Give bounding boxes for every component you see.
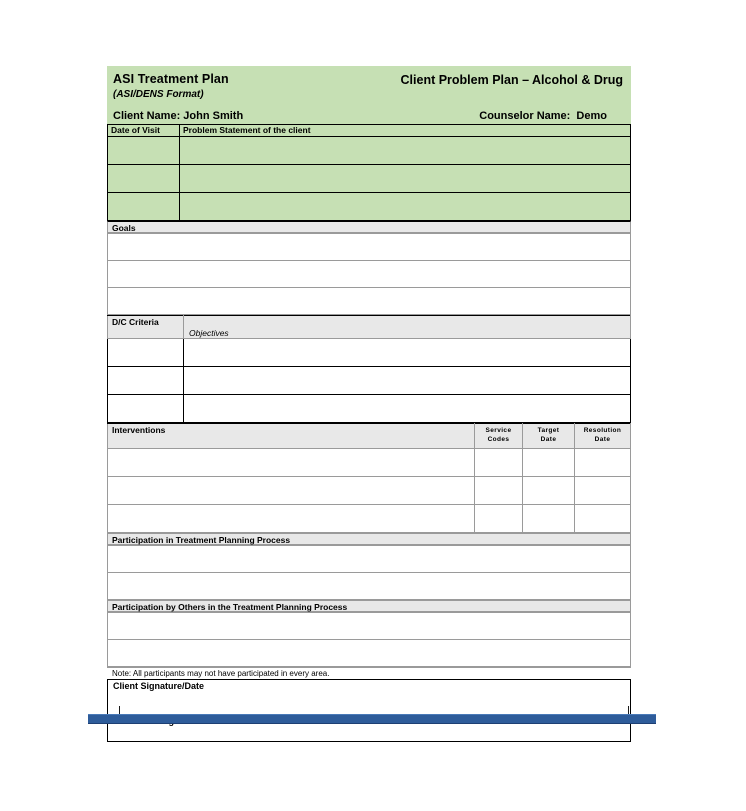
cell-service-code[interactable] <box>475 449 523 477</box>
table-header-row <box>108 316 631 339</box>
column-header-target-date-line1: Target <box>537 427 560 434</box>
header-right-title: Client Problem Plan – Alcohol & Drug <box>400 73 623 87</box>
column-header-target-date-line2: Date <box>540 436 557 443</box>
table-row <box>108 193 631 221</box>
client-signature-field[interactable]: Client Signature/Date <box>108 680 631 715</box>
cell-dc-criteria[interactable] <box>108 339 184 367</box>
interventions-table <box>107 423 631 533</box>
page-title: ASI Treatment Plan <box>113 72 229 86</box>
cell-objective[interactable] <box>184 395 631 423</box>
table-row <box>108 395 631 423</box>
signature-block <box>107 679 631 742</box>
dc-criteria-table <box>107 315 631 423</box>
cell-participation-other[interactable] <box>108 640 631 667</box>
table-row <box>108 505 631 533</box>
page-subtitle: (ASI/DENS Format) <box>113 89 204 100</box>
cell-intervention[interactable] <box>108 505 475 533</box>
column-header-service-codes-line2: Codes <box>487 436 510 443</box>
column-header-target-date <box>523 424 575 449</box>
table-row <box>108 137 631 165</box>
table-row <box>108 234 631 261</box>
cell-date-of-visit[interactable] <box>108 137 180 165</box>
section-header-dc-criteria: D/C Criteria <box>108 316 184 339</box>
cell-objective[interactable] <box>184 339 631 367</box>
header-title-row <box>107 66 631 101</box>
cell-target-date[interactable] <box>523 505 575 533</box>
table-row <box>108 680 631 715</box>
cell-goal[interactable] <box>108 288 631 315</box>
cell-goal[interactable] <box>108 261 631 288</box>
section-header-participation: Participation in Treatment Planning Process <box>107 533 631 545</box>
cell-dc-criteria[interactable] <box>108 395 184 423</box>
table-header-row <box>108 424 631 449</box>
cell-problem-statement[interactable] <box>180 193 631 221</box>
participation-note: Note: All participants may not have participated in every area. <box>107 667 631 679</box>
table-row <box>108 165 631 193</box>
column-header-resolution-date-line1: Resolution <box>583 427 622 434</box>
cell-date-of-visit[interactable] <box>108 193 180 221</box>
participation-others-table <box>107 612 631 667</box>
treatment-plan-form <box>107 66 631 742</box>
cell-problem-statement[interactable] <box>180 165 631 193</box>
column-header-service-codes-line1: Service <box>485 427 512 434</box>
cell-dc-criteria[interactable] <box>108 367 184 395</box>
cell-date-of-visit[interactable] <box>108 165 180 193</box>
cell-intervention[interactable] <box>108 449 475 477</box>
table-row <box>108 288 631 315</box>
cell-goal[interactable] <box>108 234 631 261</box>
column-header-problem-statement: Problem Statement of the client <box>180 125 631 137</box>
header-title-group <box>113 72 229 101</box>
table-row <box>108 613 631 640</box>
section-header-participation-others: Participation by Others in the Treatment Planning Process <box>107 600 631 612</box>
problem-statement-table <box>107 124 631 221</box>
cell-intervention[interactable] <box>108 477 475 505</box>
cell-participation[interactable] <box>108 573 631 600</box>
cell-problem-statement[interactable] <box>180 137 631 165</box>
cell-service-code[interactable] <box>475 505 523 533</box>
table-row <box>108 477 631 505</box>
cell-service-code[interactable] <box>475 477 523 505</box>
counselor-name-field: Counselor Name: Demo <box>479 110 607 122</box>
cell-resolution-date[interactable] <box>575 477 631 505</box>
table-row <box>108 573 631 600</box>
cell-resolution-date[interactable] <box>575 449 631 477</box>
cell-participation-other[interactable] <box>108 613 631 640</box>
table-row <box>108 367 631 395</box>
table-header-row <box>108 125 631 137</box>
cell-objective[interactable] <box>184 367 631 395</box>
column-header-resolution-date-line2: Date <box>594 436 611 443</box>
goals-table <box>107 233 631 315</box>
cell-participation[interactable] <box>108 546 631 573</box>
column-header-date-of-visit: Date of Visit <box>108 125 180 137</box>
column-header-resolution-date <box>575 424 631 449</box>
client-name-field: Client Name: John Smith <box>113 110 244 122</box>
table-row <box>108 640 631 667</box>
table-row <box>108 449 631 477</box>
footer-accent-bar <box>88 714 656 724</box>
cell-target-date[interactable] <box>523 477 575 505</box>
column-header-service-codes <box>475 424 523 449</box>
table-row <box>108 339 631 367</box>
cell-resolution-date[interactable] <box>575 505 631 533</box>
cell-target-date[interactable] <box>523 449 575 477</box>
names-row <box>107 101 631 124</box>
participation-table <box>107 545 631 600</box>
table-row <box>108 261 631 288</box>
section-header-interventions: Interventions <box>108 424 475 449</box>
section-header-goals: Goals <box>107 221 631 233</box>
form-header <box>107 66 631 221</box>
table-row <box>108 546 631 573</box>
column-header-objectives: Objectives <box>184 316 631 339</box>
